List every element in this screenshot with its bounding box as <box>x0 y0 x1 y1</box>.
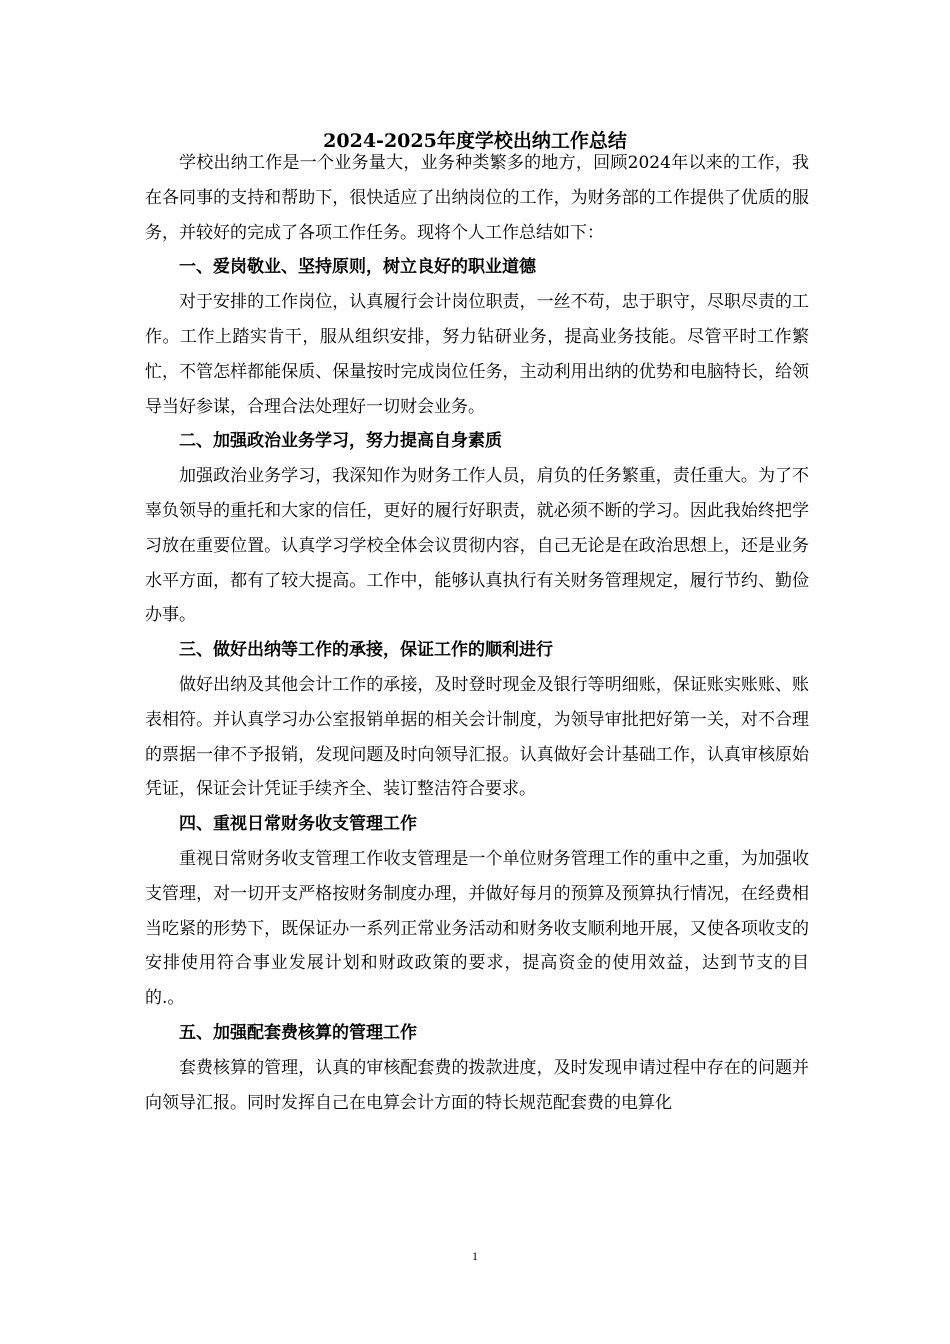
document-body <box>145 146 809 1120</box>
section-heading-3: 三、做好出纳等工作的承接，保证工作的顺利进行 <box>179 640 553 661</box>
section-paragraph-3: 做好出纳及其他会计工作的承接，及时登时现金及银行等明细账，保证账实账账、账表相符。并认真学习办公室报销单据的相关会计制度，为领导审批把好第一关，对不合理的票据一律不予报销，发现问题及时向领导汇报。认真做好会计基础工作，认真审核原始凭证，保证会计凭证手续齐全、装订整洁符合要求。 <box>145 674 809 800</box>
section-paragraph-4: 重视日常财务收支管理工作收支管理是一个单位财务管理工作的重中之重，为加强收支管理，对一切开支严格按财务制度办理，并做好每月的预算及预算执行情况，在经费相当吃紧的形势下，既保证办一系列正常业务活动和财务收支顺利地开展，又使各项收支的安排使用符合事业发展计划和财政政策的要求，提高资金的使用效益，达到节支的目的.。 <box>145 848 809 1009</box>
page-number: 1 <box>472 1249 478 1263</box>
section-heading-4: 四、重视日常财务收支管理工作 <box>179 814 417 835</box>
document-title: 2024-2025年度学校出纳工作总结 <box>323 130 627 152</box>
section-heading-5: 五、加强配套费核算的管理工作 <box>179 1022 417 1043</box>
section-paragraph-5: 套费核算的管理，认真的审核配套费的拨款进度，及时发现申请过程中存在的问题并向领导汇报。同时发挥自己在电算会计方面的特长规范配套费的电算化 <box>145 1057 809 1113</box>
section-heading-1: 一、爱岗敬业、坚持原则，树立良好的职业道德 <box>179 257 536 278</box>
section-paragraph-1: 对于安排的工作岗位，认真履行会计岗位职责，一丝不苟，忠于职守，尽职尽责的工作。工作上踏实肯干，服从组织安排，努力钻研业务，提高业务技能。尽管平时工作繁忙，不管怎样都能保质、保量按时完成岗位任务，主动利用出纳的优势和电脑特长，给领导当好参谋，合理合法处理好一切财会业务。 <box>145 292 809 417</box>
intro-paragraph: 学校出纳工作是一个业务量大，业务种类繁多的地方，回顾2024年以来的工作，我在各同事的支持和帮助下，很快适应了出纳岗位的工作，为财务部的工作提供了优质的服务，并较好的完成了各项工作任务。现将个人工作总结如下： <box>145 153 809 243</box>
section-heading-2: 二、加强政治业务学习，努力提高自身素质 <box>179 431 502 452</box>
section-paragraph-2: 加强政治业务学习，我深知作为财务工作人员，肩负的任务繁重，责任重大。为了不辜负领导的重托和大家的信任，更好的履行好职责，就必须不断的学习。因此我始终把学习放在重要位置。认真学习学校全体会议贯彻内容，自己无论是在政治思想上，还是业务水平方面，都有了较大提高。工作中，能够认真执行有关财务管理规定，履行节约、勤俭办事。 <box>145 466 809 626</box>
